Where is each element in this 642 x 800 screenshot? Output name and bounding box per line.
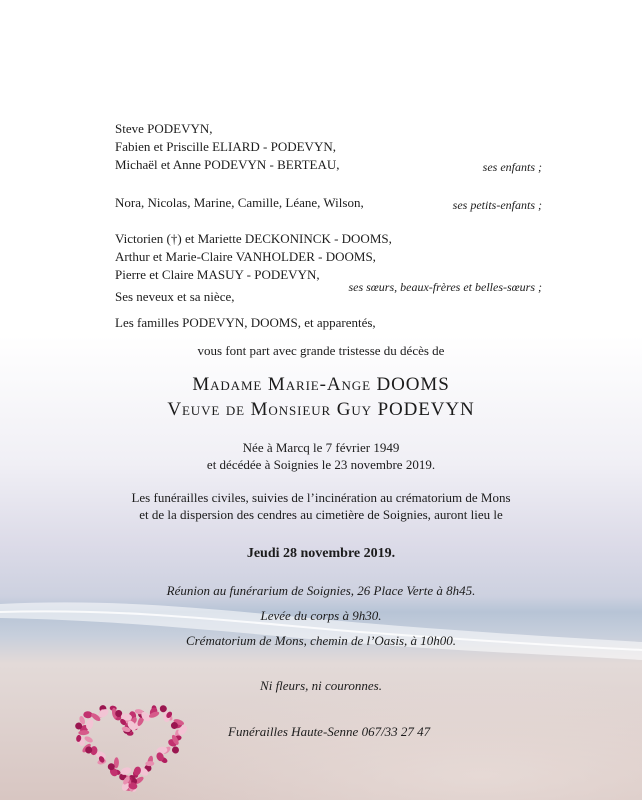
widow-of: Veuve de Monsieur Guy PODEVYN [167,399,475,420]
death-line: et décédée à Soignies le 23 novembre 2019. [206,457,436,472]
flower-petal [83,711,92,718]
families: Les familles PODEVYN, DOOMS, et apparentés, [115,315,376,330]
no-flowers-note: Ni fleurs, ni couronnes. [260,678,382,693]
nephews: Ses neveux et sa nièce, [115,289,235,304]
schedule-gathering: Réunion au funérarium de Soignies, 26 Place Verte à 8h45. [166,583,476,598]
flower-petal [84,735,94,744]
children-relation: ses enfants ; [482,160,542,174]
funeral-text-2: et de la dispersion des cendres au cimetière de Soignies, auront lieu le [139,507,503,522]
birth-line: Née à Marcq le 7 février 1949 [242,440,400,455]
funeral-text-1: Les funérailles civiles, suivies de l’incinération au crématorium de Mons [131,490,511,505]
child-1: Steve PODEVYN, [115,121,213,136]
sibling-2: Arthur et Marie-Claire VANHOLDER - DOOMS, [115,249,376,264]
grandchildren: Nora, Nicolas, Marine, Camille, Léane, Wilson, [115,195,364,210]
sibling-1: Victorien (†) et Mariette DECKONINCK - DOOMS, [115,231,392,246]
funeral-home-contact: Funérailles Haute-Senne 067/33 27 47 [228,724,431,739]
grandchildren-relation: ses petits-enfants ; [452,198,542,212]
sibling-3: Pierre et Claire MASUY - PODEVYN, [115,267,320,282]
child-3: Michaël et Anne PODEVYN - BERTEAU, [115,157,340,172]
child-2: Fabien et Priscille ELIARD - PODEVYN, [115,139,336,154]
siblings-relation: ses sœurs, beaux-frères et belles-sœurs ; [348,280,542,294]
flower-petal [171,746,179,754]
schedule-crematorium: Crématorium de Mons, chemin de l’Oasis, à 10h00. [185,633,457,648]
flower-petal [78,730,89,736]
flower-heart-image [40,692,220,794]
funeral-date: Jeudi 28 novembre 2019. [246,546,396,561]
deceased-name: Madame Marie-Ange DOOMS [192,374,450,395]
schedule-departure: Levée du corps à 9h30. [260,608,382,623]
announcement: vous font part avec grande tristesse du décès de [197,343,445,358]
